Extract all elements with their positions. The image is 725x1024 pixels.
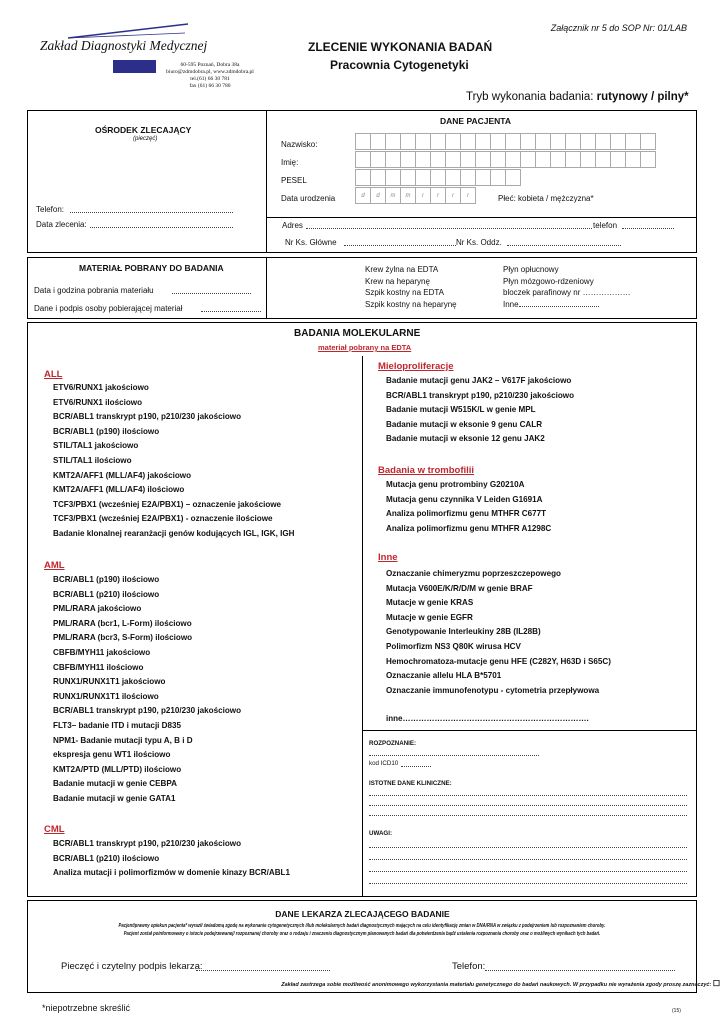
test-item[interactable]: TCF3/PBX1 (wcześniej E2A/PBX1) - oznaczenie ilościowe — [53, 514, 273, 524]
patient-dob-label: Data urodzenia — [281, 194, 336, 203]
mpn-list — [386, 376, 574, 449]
doctor-title: DANE LEKARZA ZLECAJĄCEGO BADANIE — [275, 909, 450, 919]
char-cell[interactable] — [415, 151, 431, 168]
char-cell[interactable]: d — [355, 187, 371, 204]
consent-line-2: Pacjent został poinformowany o istocie podejrzewanej/ rozpoznanej choroby oraz o rodzaju i znaczeniu diagnostycznym planowanych badań dla potwierdzenia bądź ustalenia rozpoznania choroby oraz o możliwych wynikach tych badań. — [123, 931, 601, 937]
test-item[interactable]: Oznaczanie allelu HLA B*5701 — [386, 671, 502, 681]
research-consent-checkbox[interactable]: ☐ — [712, 979, 720, 988]
order-date-field[interactable] — [90, 227, 233, 228]
write-line[interactable] — [369, 871, 687, 872]
char-cell[interactable] — [400, 133, 416, 150]
char-cell[interactable] — [400, 151, 416, 168]
material-types-left — [365, 264, 457, 310]
write-line[interactable] — [369, 815, 687, 816]
diagnosis-field[interactable] — [369, 755, 539, 756]
material-title: MATERIAŁ POBRANY DO BADANIA — [79, 263, 224, 273]
other-list — [386, 569, 611, 700]
char-cell[interactable] — [505, 169, 521, 186]
test-item[interactable]: BCR/ABL1 transkrypt p190, p210/230 jakościowo — [53, 412, 242, 422]
char-cell[interactable] — [610, 151, 626, 168]
mpn-title: Mieloproliferacje — [378, 361, 454, 372]
thrombo-title: Badania w trombofilii — [378, 465, 475, 476]
char-cell[interactable] — [595, 151, 611, 168]
test-item[interactable]: BCR/ABL1 transkrypt p190, p210/230 jakościowo — [53, 706, 242, 716]
mode-value[interactable]: rutynowy / pilny* — [596, 91, 689, 103]
char-cell[interactable]: r — [445, 187, 461, 204]
char-cell[interactable] — [415, 133, 431, 150]
patient-name-label: Imię: — [281, 158, 299, 167]
ordering-phone-label: Telefon: — [36, 205, 65, 214]
char-cell[interactable] — [385, 169, 401, 186]
dept-book-field[interactable] — [507, 245, 621, 246]
test-item[interactable]: Badanie mutacji genu JAK2 – V617F jakościowo — [386, 376, 572, 385]
char-cell[interactable]: m — [400, 187, 416, 204]
char-cell[interactable] — [625, 151, 641, 168]
diagnosis-label: ROZPOZNANIE: — [369, 740, 417, 747]
research-consent — [0, 979, 720, 988]
char-cell[interactable] — [430, 151, 446, 168]
aml-title: AML — [44, 560, 65, 571]
write-line[interactable] — [369, 883, 687, 884]
char-cell[interactable] — [460, 133, 476, 150]
material-date-field[interactable] — [172, 293, 251, 294]
char-cell[interactable] — [355, 151, 371, 168]
lab-web: biuro@zdmdobra.pl, www.zdmdobra.pl — [166, 69, 254, 75]
char-cell[interactable] — [385, 133, 401, 150]
test-item[interactable]: Analiza polimorfizmu genu MTHFR C677T — [386, 509, 547, 519]
material-date-label: Data i godzina pobrania materiału — [34, 286, 154, 295]
test-item[interactable]: NPM1- Badanie mutacji typu A, B i D — [53, 735, 193, 745]
test-item[interactable]: STIL/TAL1 ilościowo — [53, 455, 132, 465]
material-signature-field[interactable] — [201, 311, 261, 312]
test-item[interactable]: TCF3/PBX1 (wcześniej E2A/PBX1) – oznaczenie jakościowe — [53, 499, 282, 509]
other-material-label: Inne — [503, 299, 519, 309]
material-type[interactable]: Szpik kostny na heparynę — [365, 299, 457, 309]
test-item[interactable]: PML/RARA (bcr1, L-Form) ilościowo — [53, 618, 192, 628]
char-cell[interactable] — [370, 169, 386, 186]
material-type[interactable]: Płyn opłucnowy — [503, 265, 559, 274]
char-cell[interactable] — [355, 133, 371, 150]
char-cell[interactable] — [550, 151, 566, 168]
ordering-title: OŚRODEK ZLECAJĄCY — [95, 125, 192, 135]
order-date-label: Data zlecenia: — [36, 220, 87, 229]
cml-list — [53, 839, 290, 883]
char-cell[interactable] — [640, 133, 656, 150]
test-item[interactable]: Badanie mutacji w genie GATA1 — [53, 793, 176, 803]
clinical-label: ISTOTNE DANE KLINICZNE: — [369, 780, 452, 787]
material-type[interactable]: bloczek parafinowy nr ……………… — [503, 288, 631, 297]
test-item[interactable]: FLT3– badanie ITD i mutacji D835 — [53, 720, 182, 730]
doctor-phone-label: Telefon: — [452, 961, 486, 972]
char-cell[interactable] — [595, 133, 611, 150]
char-cell[interactable] — [580, 151, 596, 168]
molecular-subtitle: materiał pobrany na EDTA — [318, 343, 412, 352]
test-item[interactable]: CBFB/MYH11 jakościowo — [53, 647, 151, 657]
all-list — [53, 383, 295, 544]
test-item[interactable]: Mutacja V600E/K/R/D/M w genie BRAF — [386, 583, 533, 593]
char-cell[interactable] — [475, 133, 491, 150]
attachment-label: Załącznik nr 5 do SOP Nr: 01/LAB — [550, 23, 687, 33]
other-inne-field[interactable]: inne……………………………………………………………. — [386, 714, 589, 723]
char-cell[interactable]: d — [370, 187, 386, 204]
lab-address: 60-595 Poznań, Dobra 38a — [180, 62, 240, 68]
test-item[interactable]: STIL/TAL1 jakościowo — [53, 441, 139, 451]
test-item[interactable]: KMT2A/AFF1 (MLL/AF4) jakościowo — [53, 470, 192, 480]
lab-contact — [158, 62, 262, 90]
char-cell[interactable] — [430, 133, 446, 150]
material-types-right — [503, 264, 631, 310]
test-item[interactable]: Genotypowanie Interleukiny 28B (IL28B) — [386, 627, 541, 637]
char-cell[interactable] — [475, 169, 491, 186]
char-cell[interactable]: r — [415, 187, 431, 204]
material-type[interactable]: Szpik kostny na EDTA — [365, 288, 444, 297]
test-item[interactable]: Hemochromatoza-mutacje genu HFE (C282Y, H63D i S65C) — [386, 656, 611, 666]
mode-label: Tryb wykonania badania: — [466, 91, 594, 103]
icd-field[interactable] — [401, 766, 431, 767]
test-item[interactable]: Badanie mutacji w genie CEBPA — [53, 779, 177, 789]
test-item[interactable]: Badanie mutacji w eksonie 12 genu JAK2 — [386, 434, 545, 444]
main-book-label: Nr Ks. Główne — [285, 238, 337, 247]
write-line[interactable] — [369, 859, 687, 860]
test-item[interactable]: ETV6/RUNX1 jakościowo — [53, 383, 149, 392]
char-cell[interactable] — [640, 151, 656, 168]
char-cell[interactable] — [490, 133, 506, 150]
main-book-field[interactable] — [344, 245, 456, 246]
char-cell[interactable] — [445, 133, 461, 150]
patient-phone-field[interactable] — [622, 228, 674, 229]
footnote: *niepotrzebne skreślić — [42, 1003, 131, 1013]
lab-fax: fax (61) 66 30 780 — [189, 83, 231, 89]
material-type[interactable]: Krew żylna na EDTA — [365, 265, 439, 274]
lab-name: Zakład Diagnostyki Medycznej — [40, 38, 208, 53]
material-type[interactable] — [503, 299, 631, 311]
write-line[interactable] — [369, 805, 687, 806]
notes-label: UWAGI: — [369, 830, 393, 837]
test-item[interactable]: Oznaczanie chimeryzmu poprzeszczepowego — [386, 569, 561, 578]
write-line[interactable] — [369, 795, 687, 796]
char-cell[interactable] — [445, 169, 461, 186]
test-item[interactable]: Mutacje w genie KRAS — [386, 598, 474, 608]
test-item[interactable]: PML/RARA jakościowo — [53, 604, 142, 614]
char-cell[interactable] — [580, 133, 596, 150]
test-item[interactable]: Analiza mutacji i polimorfizmów w domenie kinazy BCR/ABL1 — [53, 868, 291, 878]
char-cell[interactable] — [565, 151, 581, 168]
ordering-phone-field[interactable] — [70, 212, 233, 213]
test-item[interactable]: ekspresja genu WT1 ilościowo — [53, 750, 171, 760]
molecular-title: BADANIA MOLEKULARNE — [294, 328, 421, 339]
char-cell[interactable] — [370, 133, 386, 150]
page-subtitle: Pracownia Cytogenetyki — [330, 58, 469, 72]
char-cell[interactable] — [385, 151, 401, 168]
all-title: ALL — [44, 369, 63, 380]
char-cell[interactable] — [460, 169, 476, 186]
material-type[interactable]: Płyn mózgowo-rdzeniowy — [503, 276, 594, 286]
consent-text — [98, 922, 626, 938]
test-item[interactable]: Badanie mutacji w eksonie 9 genu CALR — [386, 419, 543, 429]
test-item[interactable]: ETV6/RUNX1 ilościowo — [53, 397, 143, 407]
test-item[interactable]: Polimorfizm NS3 Q80K wirusa HCV — [386, 641, 521, 651]
test-item[interactable]: Analiza polimorfizmu genu MTHFR A1298C — [386, 523, 552, 533]
test-item[interactable]: BCR/ABL1 transkrypt p190, p210/230 jakościowo — [386, 390, 575, 400]
test-item[interactable]: Mutacja genu czynnika V Leiden G1691A — [386, 494, 543, 504]
patient-pesel-label: PESEL — [281, 176, 307, 185]
test-item[interactable]: BCR/ABL1 (p190) ilościowo — [53, 575, 160, 584]
test-item[interactable]: BCR/ABL1 (p210) ilościowo — [53, 853, 160, 863]
char-cell[interactable] — [520, 133, 536, 150]
char-cell[interactable] — [430, 169, 446, 186]
test-item[interactable]: KMT2A/PTD (MLL/PTD) ilościowo — [53, 764, 182, 774]
dept-book-label: Nr Ks. Oddz. — [456, 238, 502, 247]
char-cell[interactable] — [550, 133, 566, 150]
patient-sex[interactable]: Płeć: kobieta / mężczyzna* — [498, 194, 594, 203]
page-title: ZLECENIE WYKONANIA BADAŃ — [308, 40, 493, 54]
consent-line-1: Pacjent/prawny opiekun pacjenta* wyraził świadomą zgodę na wykonanie cytogenetycznych i/lub molekularnych badań diagnostycznych mających na celu identyfikację zmian w DNA/RNA w związku z podejrzeniem lub rozpoznaniem choroby. — [118, 923, 606, 929]
char-cell[interactable]: m — [385, 187, 401, 204]
test-item[interactable]: Badanie mutacji W515K/L w genie MPL — [386, 405, 536, 415]
char-cell[interactable] — [355, 169, 371, 186]
char-cell[interactable] — [535, 151, 551, 168]
char-cell[interactable] — [445, 151, 461, 168]
test-item[interactable]: PML/RARA (bcr3, S-Form) ilościowo — [53, 633, 193, 643]
char-cell[interactable] — [490, 169, 506, 186]
doctor-phone-field[interactable] — [485, 970, 675, 971]
char-cell[interactable] — [505, 133, 521, 150]
char-cell[interactable] — [490, 151, 506, 168]
char-cell[interactable]: r — [430, 187, 446, 204]
write-line[interactable] — [369, 847, 687, 848]
test-item[interactable]: Mutacje w genie EGFR — [386, 612, 473, 622]
test-item[interactable]: BCR/ABL1 transkrypt p190, p210/230 jakościowo — [53, 839, 242, 848]
test-item[interactable]: KMT2A/AFF1 (MLL/AF4) ilościowo — [53, 485, 185, 495]
patient-address-field[interactable] — [306, 228, 592, 229]
test-item[interactable]: RUNX1/RUNX1T1 jakościowo — [53, 677, 166, 687]
page-number: (15) — [672, 1008, 681, 1014]
doctor-signature-label: Pieczęć i czytelny podpis lekarza: — [61, 961, 203, 972]
cml-title: CML — [44, 824, 65, 835]
char-cell[interactable] — [565, 133, 581, 150]
aml-list — [53, 575, 241, 809]
icd-label: kod ICD10 — [369, 760, 399, 767]
material-type[interactable]: Krew na heparynę — [365, 276, 430, 286]
char-cell[interactable] — [535, 133, 551, 150]
char-cell[interactable] — [475, 151, 491, 168]
char-cell[interactable] — [505, 151, 521, 168]
research-consent-text: Zakład zastrzega sobie możliwość anonimowego wykorzystania materiału genetycznego do badań naukowych. W przypadku nie wyrażenia zgody proszę zaznaczyć: — [281, 982, 712, 988]
test-item[interactable]: BCR/ABL1 (p190) ilościowo — [53, 426, 160, 436]
char-cell[interactable] — [625, 133, 641, 150]
char-cell[interactable]: r — [460, 187, 476, 204]
other-title: Inne — [378, 552, 398, 563]
char-cell[interactable] — [460, 151, 476, 168]
char-cell[interactable] — [400, 169, 416, 186]
ordering-stamp: (pieczęć) — [133, 136, 158, 142]
test-item[interactable]: CBFB/MYH11 ilościowo — [53, 662, 144, 672]
test-item[interactable]: Badanie klonalnej rearanżacji genów kodujących IGL, IGK, IGH — [53, 528, 295, 538]
patient-address-label: Adres — [282, 221, 303, 230]
test-item[interactable]: Mutacja genu protrombiny G20210A — [386, 480, 525, 489]
mode-line[interactable] — [466, 91, 689, 103]
doctor-signature-field[interactable] — [196, 970, 330, 971]
patient-surname-label: Nazwisko: — [281, 140, 318, 149]
material-signature-label: Dane i podpis osoby pobierającej materiał — [34, 304, 183, 313]
char-cell[interactable] — [370, 151, 386, 168]
test-item[interactable]: RUNX1/RUNX1T1 ilościowo — [53, 691, 159, 701]
test-item[interactable]: Oznaczanie immunofenotypu - cytometria przepływowa — [386, 685, 600, 695]
thrombo-list — [386, 480, 551, 538]
char-cell[interactable] — [520, 151, 536, 168]
char-cell[interactable] — [415, 169, 431, 186]
lab-tel: tel.(61) 66 30 781 — [190, 76, 230, 82]
logo-bar — [113, 60, 156, 73]
patient-phone-label: telefon — [593, 221, 618, 230]
test-item[interactable]: BCR/ABL1 (p210) ilościowo — [53, 589, 160, 599]
patient-title: DANE PACJENTA — [440, 116, 511, 126]
char-cell[interactable] — [610, 133, 626, 150]
